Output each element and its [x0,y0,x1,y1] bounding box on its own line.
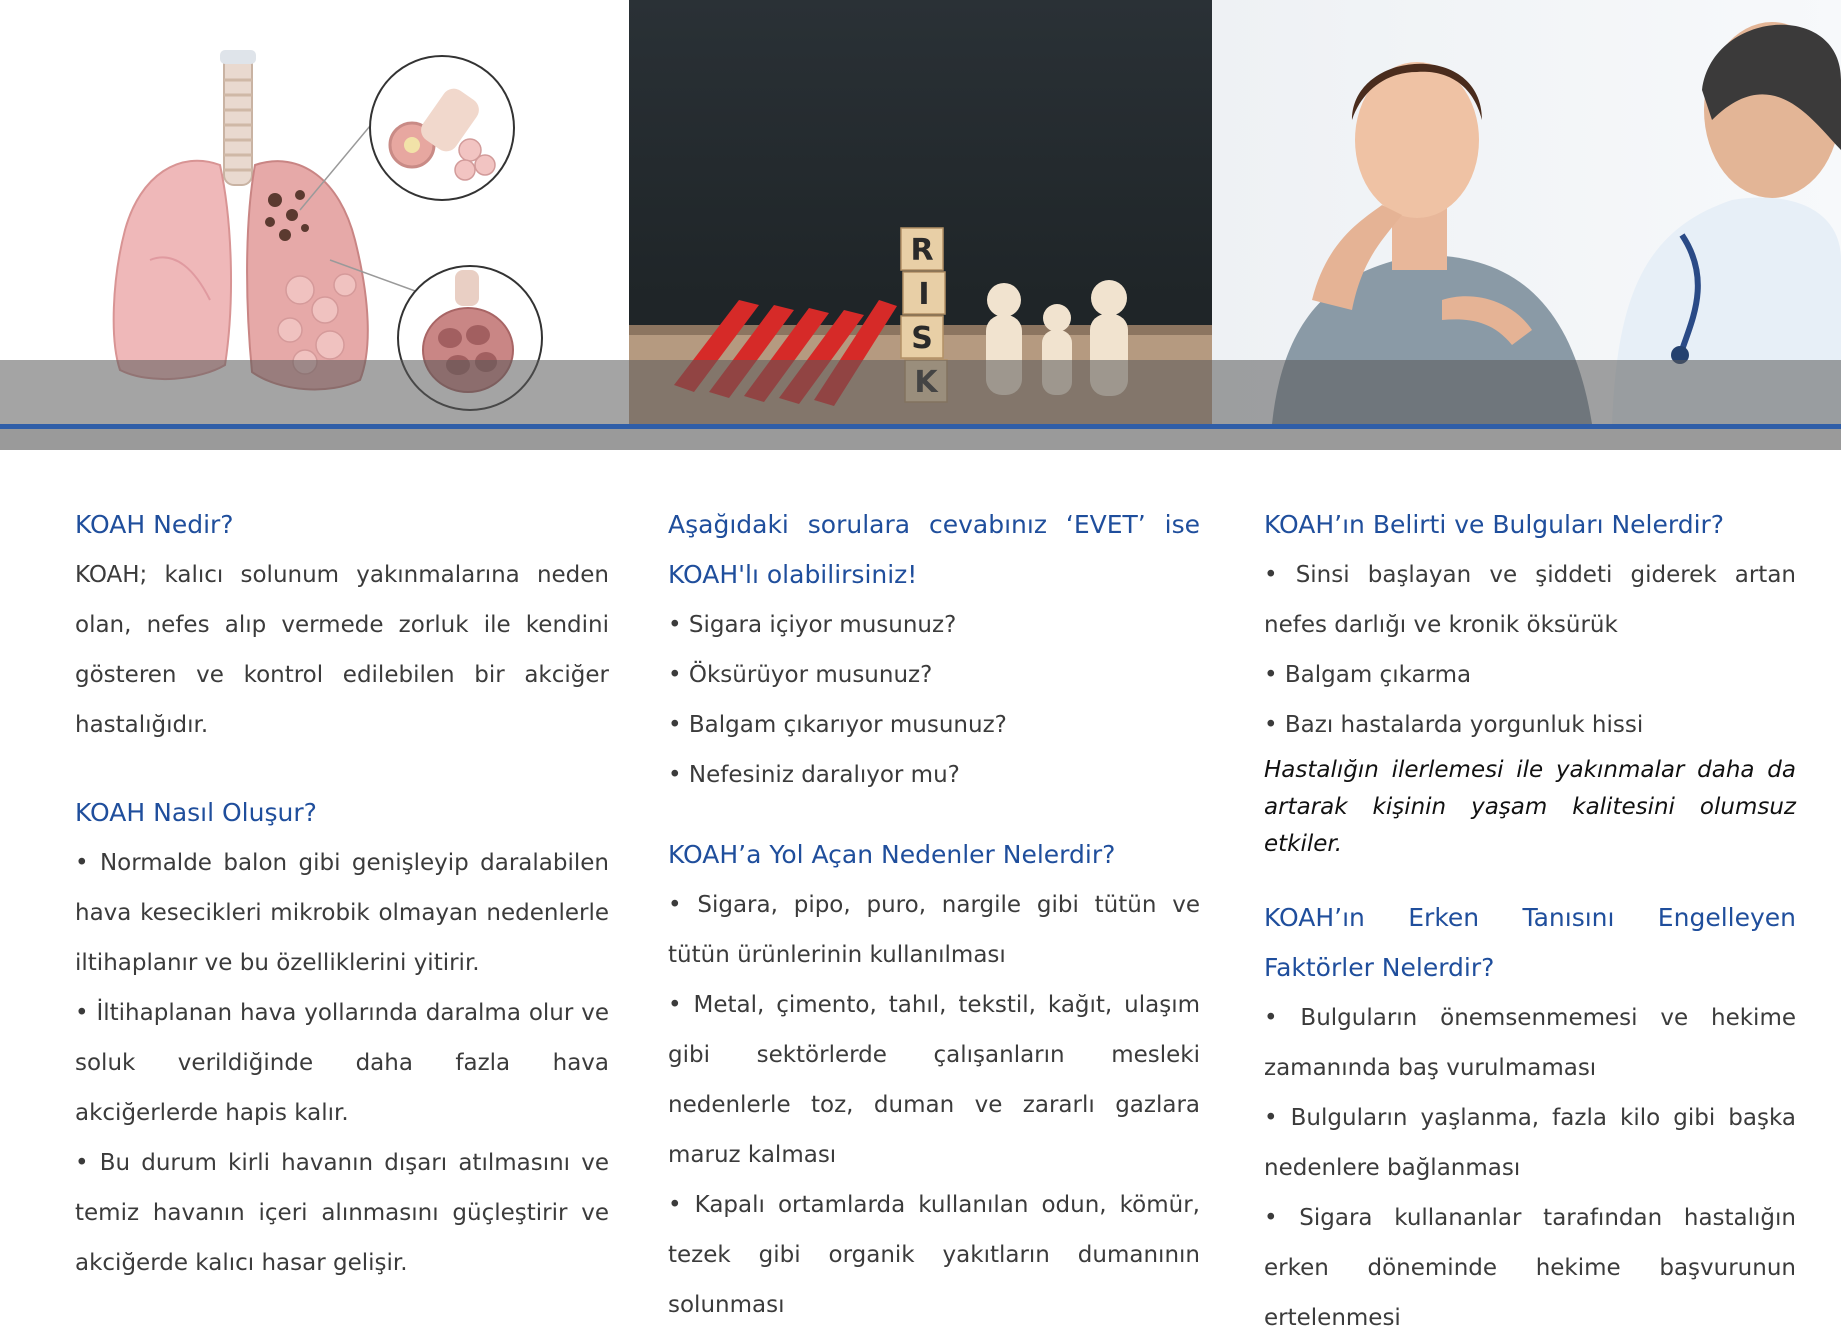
heading-yol-acan-nedenler: KOAH’a Yol Açan Nedenler Nelerdir? [668,840,1116,869]
heading-evet-sorular-line1: Aşağıdaki sorulara cevabınız ‘EVET’ ise [668,510,1200,539]
heading-belirti-bulgular: KOAH’ın Belirti ve Bulguları Nelerdir? [1264,510,1725,539]
question-oksuruk: • Öksürüyor musunuz? [668,662,933,688]
question-sigara: • Sigara içiyor musunuz? [668,612,957,638]
cause-tutun: • Sigara, pipo, puro, nargile gibi tütün ve tütün ürünlerinin kullanılması [668,892,1200,968]
heading-koah-nedir: KOAH Nedir? [75,510,234,539]
factor-onemsenmeme: • Bulguların önemsenmemesi ve hekime zamanında baş vurulmaması [1264,1005,1796,1081]
heading-evet-sorular-line2: KOAH'lı olabilirsiniz! [668,560,918,589]
heading-erken-tani-line1: KOAH’ın Erken Tanısını Engelleyen [1264,903,1796,932]
bullet-hava-kesecikleri: • Normalde balon gibi genişleyip daralabilen hava kesecikleri mikrobik olmayan nedenlerle iltihaplanır ve bu özelliklerini yitirir. [75,850,609,976]
risk-letter-r: R [910,233,934,268]
cause-mesleki: • Metal, çimento, tahıl, tekstil, kağıt, ulaşım gibi sektörlerde çalışanların mesleki nedenlerle toz, duman ve zararlı gazlara maruz kalması [668,992,1200,1168]
column-sorular [668,500,1200,1330]
question-nefes: • Nefesiniz daralıyor mu? [668,762,960,788]
column-belirtiler [1264,500,1796,1343]
column-koah-nedir [75,500,609,1288]
factor-yaslanma: • Bulguların yaşlanma, fazla kilo gibi başka nedenlere bağlanması [1264,1105,1796,1181]
note-yasam-kalitesi: Hastalığın ilerlemesi ile yakınmalar daha da artarak kişinin yaşam kalitesini olumsuz etkiler. [1264,757,1796,857]
cause-organik-yakit: • Kapalı ortamlarda kullanılan odun, kömür, tezek gibi organik yakıtların dumanının solunması [668,1192,1200,1318]
banner-gray-band [0,429,1841,450]
text-koah-definition: KOAH; kalıcı solunum yakınmalarına neden olan, nefes alıp vermede zorluk ile kendini gösteren ve kontrol edilebilen bir akciğer hastalığıdır. [75,562,609,738]
banner [0,0,1841,450]
question-balgam: • Balgam çıkarıyor musunuz? [668,712,1007,738]
bullet-kalici-hasar: • Bu durum kirli havanın dışarı atılmasını ve temiz havanın içeri alınmasını güçleştirir ve akciğerde kalıcı hasar gelişir. [75,1150,609,1276]
symptom-nefes-darligi: • Sinsi başlayan ve şiddeti giderek artan nefes darlığı ve kronik öksürük [1264,562,1796,638]
factor-sigara-erteleme: • Sigara kullananlar tarafından hastalığın erken döneminde hekime başvurunun ertelenmesi [1264,1205,1796,1331]
heading-erken-tani-line2: Faktörler Nelerdir? [1264,953,1495,982]
risk-letter-s: S [911,321,933,356]
heading-koah-nasil-olusur: KOAH Nasıl Oluşur? [75,798,317,827]
risk-letter-i: I [918,277,930,312]
bullet-hava-yollari-daralma: • İltihaplanan hava yollarında daralma olur ve soluk verildiğinde daha fazla hava akciğerlerde hapis kalır. [75,1000,609,1126]
banner-shade [0,360,1841,424]
symptom-yorgunluk: • Bazı hastalarda yorgunluk hissi [1264,712,1644,738]
symptom-balgam: • Balgam çıkarma [1264,662,1472,688]
